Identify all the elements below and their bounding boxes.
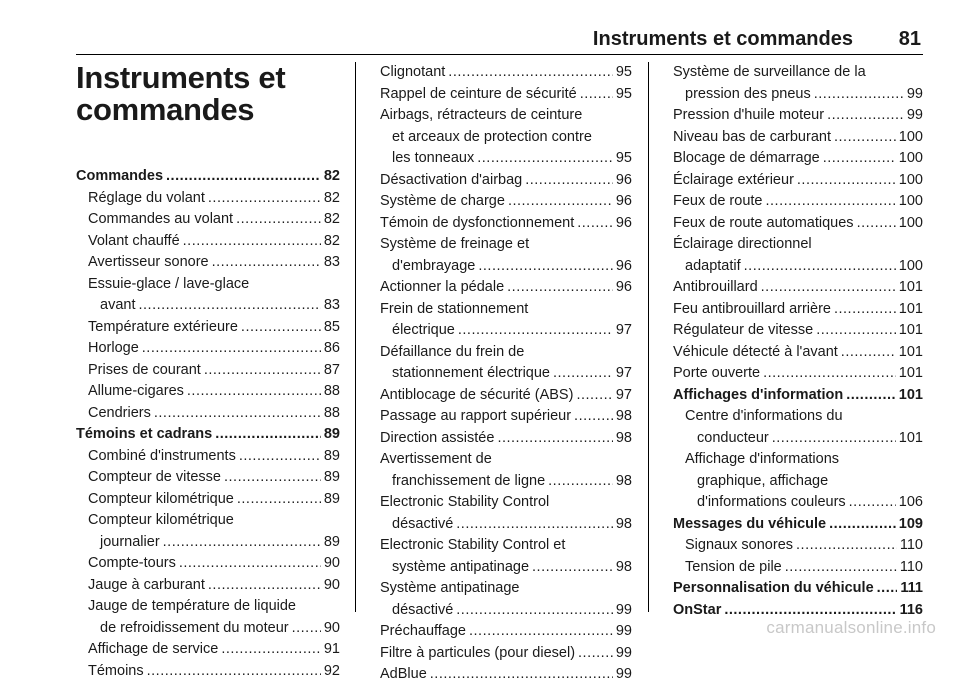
toc-entry-link[interactable] (380, 664, 632, 686)
toc-entry-label: Direction assistée (380, 429, 495, 446)
toc-page-number: 82 (323, 232, 340, 249)
toc-entry-link[interactable] (673, 127, 923, 149)
dot-leader (477, 148, 613, 170)
toc-entry-line: Airbags, rétracteurs de ceinture (380, 107, 583, 123)
dot-leader (239, 446, 321, 468)
toc-entry-link[interactable] (380, 363, 632, 385)
dot-leader (179, 553, 321, 575)
toc-entry-link[interactable] (76, 188, 340, 210)
toc-entry-link[interactable] (380, 621, 632, 643)
toc-page-number: 96 (615, 214, 632, 231)
toc-page-number: 96 (615, 257, 632, 274)
toc-entry-link[interactable] (76, 639, 340, 661)
dot-leader (834, 127, 896, 149)
toc-page-number: 87 (323, 361, 340, 378)
dot-leader (147, 661, 321, 683)
toc-entry-label: Signaux sonores (685, 537, 794, 553)
toc-entry-label: Blocage de démarrage (673, 150, 820, 166)
toc-entry-link[interactable] (76, 489, 340, 511)
toc-page-number: 90 (323, 555, 340, 571)
toc-page-number: 88 (323, 383, 340, 399)
toc-entry-link[interactable] (76, 209, 340, 231)
toc-page-number: 106 (898, 494, 923, 510)
toc-entry-link[interactable] (380, 600, 632, 622)
toc-page-number: 89 (323, 447, 340, 464)
toc-entry-link[interactable] (673, 256, 923, 278)
toc-entry-link[interactable] (76, 295, 340, 317)
toc-entry-link[interactable] (380, 320, 632, 342)
toc-entry-line: Compteur kilométrique (88, 512, 234, 528)
toc-entry-line: Essuie-glace / lave-glace (88, 275, 250, 292)
toc-section-link[interactable] (673, 578, 923, 600)
toc-entry-label: avant (100, 297, 136, 313)
dot-leader (532, 557, 613, 579)
dot-leader (497, 428, 612, 450)
toc-entry-link[interactable] (673, 148, 923, 170)
toc-entry-link[interactable] (380, 277, 632, 299)
dot-leader (761, 277, 896, 299)
dot-leader (577, 213, 613, 235)
toc-page-number: 98 (615, 408, 632, 424)
column-divider (355, 62, 356, 612)
toc-entry-label: d'informations couleurs (697, 494, 846, 510)
toc-entry-link[interactable] (673, 191, 923, 213)
toc-page-number: 98 (615, 429, 632, 446)
toc-entry-label: Affichage de service (88, 641, 219, 657)
dot-leader (849, 492, 896, 514)
toc-entry-link[interactable] (380, 148, 632, 170)
toc-entry-link[interactable] (76, 446, 340, 468)
toc-entry-link[interactable] (76, 231, 340, 253)
toc-page-number: 95 (615, 85, 632, 102)
toc-entry-link[interactable] (380, 62, 632, 84)
toc-entry-label: désactivé (392, 515, 454, 532)
toc-entry-label: Personnalisation du véhicule (673, 580, 874, 596)
toc-entry-link[interactable] (380, 643, 632, 665)
toc-entry-label: Tension de pile (685, 558, 782, 575)
toc-entry-label: Avertisseur sonore (88, 254, 209, 270)
toc-entry-link[interactable] (673, 84, 923, 106)
dot-leader (578, 643, 613, 665)
toc-entry-link[interactable] (673, 492, 923, 514)
toc-entry-label: Température extérieure (88, 318, 238, 335)
dot-leader (525, 170, 613, 192)
toc-entry-label: Véhicule détecté à l'avant (673, 343, 838, 360)
dot-leader (166, 166, 321, 188)
toc-entry-line: Frein de stationnement (380, 300, 529, 317)
dot-leader (814, 84, 904, 106)
toc-entry-link[interactable] (76, 360, 340, 382)
dot-leader (448, 62, 613, 84)
toc-page-number: 97 (615, 365, 632, 381)
toc-page-number: 99 (615, 644, 632, 661)
toc-entry-label: Commandes (76, 168, 164, 184)
toc-entry-link[interactable] (380, 514, 632, 536)
toc-entry-label: Messages du véhicule (673, 515, 827, 532)
toc-entry-label: Horloge (88, 340, 139, 356)
toc-entry-label: pression des pneus (685, 85, 811, 102)
toc-entry-link[interactable] (76, 575, 340, 597)
dot-leader (236, 209, 321, 231)
toc-entry-label: adaptatif (685, 257, 741, 274)
toc-entry-line: Système de surveillance de la (673, 64, 866, 80)
toc-page-number: 82 (323, 168, 340, 184)
toc-entry-label: Combiné d'instruments (88, 447, 236, 464)
toc-entry-link[interactable] (76, 553, 340, 575)
toc-entry-label: Passage au rapport supérieur (380, 408, 572, 424)
toc-entry-label: Régulateur de vitesse (673, 322, 814, 338)
toc-column-2 (380, 62, 632, 686)
toc-entry-link[interactable] (76, 661, 340, 683)
dot-leader (458, 320, 613, 342)
dot-leader (142, 338, 321, 360)
toc-page-number: 98 (615, 472, 632, 489)
toc-page-number: 116 (899, 601, 923, 618)
toc-section-link[interactable] (673, 385, 923, 407)
toc-entry-link[interactable] (380, 385, 632, 407)
toc-entry-label: Préchauffage (380, 623, 466, 639)
dot-leader (823, 148, 896, 170)
dot-leader (548, 471, 613, 493)
dot-leader (208, 188, 321, 210)
toc-entry-link[interactable] (380, 256, 632, 278)
toc-entry-link[interactable] (76, 532, 340, 554)
toc-entry-link[interactable] (380, 213, 632, 235)
toc-entry-label: d'embrayage (392, 257, 476, 274)
toc-entry-label: Feu antibrouillard arrière (673, 300, 831, 317)
chapter-title-line: commandes (76, 92, 255, 127)
toc-entry-label: Actionner la pédale (380, 279, 505, 295)
dot-leader (507, 277, 613, 299)
toc-entry-link[interactable] (380, 471, 632, 493)
toc-entry-link[interactable] (673, 170, 923, 192)
toc-page-number: 85 (323, 318, 340, 335)
toc-page-number: 100 (898, 257, 923, 274)
toc-page-number: 88 (323, 404, 340, 421)
toc-page-number: 90 (323, 619, 340, 636)
dot-leader (829, 514, 896, 536)
toc-entry-label: Affichages d'information (673, 386, 844, 403)
toc-entry-label: Filtre à particules (pour diesel) (380, 644, 576, 661)
toc-entry-link[interactable] (76, 403, 340, 425)
toc-entry-line: Affichage d'informations (685, 451, 840, 467)
dot-leader (183, 231, 321, 253)
toc-list (380, 62, 632, 686)
toc-page-number: 98 (615, 558, 632, 575)
dot-leader (241, 317, 321, 339)
toc-entry-link[interactable] (380, 428, 632, 450)
dot-leader (478, 256, 612, 278)
toc-page-number: 99 (615, 601, 632, 618)
page-number: 81 (898, 28, 921, 50)
toc-entry-label: Clignotant (380, 64, 446, 80)
toc-page-number: 110 (899, 537, 923, 553)
dot-leader (827, 105, 904, 127)
toc-entry-link[interactable] (673, 342, 923, 364)
dot-leader (456, 600, 613, 622)
chapter-title (76, 62, 340, 126)
toc-entry-line: Electronic Stability Control (380, 494, 550, 510)
dot-leader (796, 535, 897, 557)
dot-leader (292, 618, 321, 640)
toc-entry-label: désactivé (392, 601, 454, 618)
toc-page-number: 91 (323, 641, 340, 657)
dot-leader (765, 191, 895, 213)
toc-entry-label: Jauge à carburant (88, 576, 205, 593)
toc-list (76, 166, 340, 682)
toc-entry-link[interactable] (380, 406, 632, 428)
toc-page-number: 89 (323, 533, 340, 550)
toc-entry-label: Cendriers (88, 404, 151, 421)
toc-page-number: 82 (323, 189, 340, 206)
toc-entry-link[interactable] (76, 338, 340, 360)
toc-entry-label: Système de charge (380, 193, 505, 209)
toc-entry-line: graphique, affichage (697, 472, 829, 489)
toc-entry-label: Pression d'huile moteur (673, 107, 825, 123)
toc-page-number: 101 (898, 322, 923, 338)
toc-section-link[interactable] (76, 166, 340, 188)
dot-leader (430, 664, 613, 686)
toc-entry-line: et arceaux de protection contre (392, 128, 592, 145)
toc-entry-label: conducteur (697, 429, 769, 446)
toc-entry-label: Désactivation d'airbag (380, 171, 523, 188)
toc-page-number: 86 (323, 340, 340, 356)
toc-page-number: 95 (615, 150, 632, 166)
toc-entry-link[interactable] (673, 213, 923, 235)
toc-entry-label: Niveau bas de carburant (673, 128, 831, 145)
toc-page-number: 89 (323, 469, 340, 485)
toc-entry-label: de refroidissement du moteur (100, 619, 289, 636)
toc-page-number: 82 (323, 211, 340, 227)
toc-page-number: 100 (898, 214, 923, 231)
dot-leader (857, 213, 896, 235)
toc-page-number: 90 (323, 576, 340, 593)
toc-entry-link[interactable] (76, 467, 340, 489)
dot-leader (797, 170, 896, 192)
toc-entry-label: Témoin de dysfonctionnement (380, 214, 575, 231)
chapter-title-line: Instruments et (76, 60, 286, 95)
dot-leader (208, 575, 321, 597)
dot-leader (877, 578, 898, 600)
page-header (76, 22, 923, 55)
toc-entry-label: Compteur kilométrique (88, 490, 234, 507)
toc-entry-label: OnStar (673, 601, 722, 618)
dot-leader (846, 385, 896, 407)
toc-entry-link[interactable] (673, 277, 923, 299)
toc-entry-link[interactable] (673, 557, 923, 579)
toc-entry-label: Feux de route automatiques (673, 214, 854, 231)
toc-entry-label: Feux de route (673, 193, 763, 209)
dot-leader (212, 252, 321, 274)
toc-page-number: 101 (898, 365, 923, 381)
dot-leader (574, 406, 613, 428)
dot-leader (221, 639, 321, 661)
toc-entry-label: stationnement électrique (392, 365, 550, 381)
toc-page-number: 89 (323, 490, 340, 507)
running-title: Instruments et commandes (592, 28, 853, 50)
toc-entry-label: Compte-tours (88, 555, 176, 571)
toc-entry-link[interactable] (76, 252, 340, 274)
dot-leader (215, 424, 321, 446)
toc-entry-link[interactable] (673, 535, 923, 557)
toc-entry-label: journalier (100, 533, 160, 550)
toc-entry-line: Éclairage directionnel (673, 236, 812, 252)
toc-page-number: 99 (615, 666, 632, 682)
dot-leader (187, 381, 321, 403)
toc-entry-link[interactable] (380, 170, 632, 192)
toc-page-number: 99 (615, 623, 632, 639)
dot-leader (204, 360, 321, 382)
watermark: carmanualsonline.info (766, 618, 936, 637)
toc-entry-label: AdBlue (380, 666, 427, 682)
toc-entry-label: Réglage du volant (88, 189, 205, 206)
toc-page-number: 101 (898, 386, 923, 403)
toc-page-number: 100 (898, 150, 923, 166)
toc-page-number: 101 (898, 300, 923, 317)
dot-leader (576, 385, 612, 407)
toc-page-number: 83 (323, 297, 340, 313)
toc-entry-link[interactable] (673, 105, 923, 127)
dot-leader (763, 363, 896, 385)
toc-entry-link[interactable] (380, 84, 632, 106)
toc-page-number: 100 (898, 193, 923, 209)
toc-page-number: 100 (898, 128, 923, 145)
toc-entry-label: Rappel de ceinture de sécurité (380, 85, 577, 102)
dot-leader (456, 514, 613, 536)
toc-list (673, 62, 923, 621)
toc-page-number: 89 (323, 426, 340, 442)
toc-entry-label: système antipatinage (392, 558, 530, 575)
toc-entry-line: Jauge de température de liquide (88, 598, 296, 614)
toc-entry-label: Témoins (88, 662, 144, 679)
dot-leader (469, 621, 613, 643)
toc-section-link[interactable] (76, 424, 340, 446)
dot-leader (772, 428, 896, 450)
toc-column-3 (673, 62, 923, 621)
toc-entry-label: Témoins et cadrans (76, 426, 213, 442)
toc-entry-label: Allume-cigares (88, 383, 184, 399)
toc-entry-label: Prises de courant (88, 361, 201, 378)
toc-column-1 (76, 62, 340, 682)
toc-page-number: 101 (898, 279, 923, 295)
dot-leader (553, 363, 613, 385)
dot-leader (744, 256, 896, 278)
toc-page-number: 98 (615, 515, 632, 532)
toc-entry-label: franchissement de ligne (392, 472, 546, 489)
toc-entry-link[interactable] (673, 320, 923, 342)
dot-leader (841, 342, 896, 364)
dot-leader (816, 320, 896, 342)
dot-leader (163, 532, 321, 554)
toc-page-number: 96 (615, 279, 632, 295)
toc-entry-link[interactable] (76, 618, 340, 640)
dot-leader (834, 299, 896, 321)
toc-page-number: 92 (323, 662, 340, 679)
toc-page-number: 97 (615, 322, 632, 338)
toc-section-link[interactable] (673, 514, 923, 536)
toc-page-number: 100 (898, 171, 923, 188)
toc-entry-link[interactable] (380, 557, 632, 579)
toc-entry-line: Défaillance du frein de (380, 343, 525, 360)
toc-entry-link[interactable] (380, 191, 632, 213)
toc-entry-label: Commandes au volant (88, 211, 234, 227)
dot-leader (508, 191, 613, 213)
toc-page-number: 110 (899, 558, 923, 575)
toc-page-number: 109 (898, 515, 923, 532)
toc-entry-line: Avertissement de (380, 451, 492, 467)
toc-page-number: 83 (323, 254, 340, 270)
toc-page-number: 101 (898, 343, 923, 360)
toc-entry-label: Antibrouillard (673, 279, 758, 295)
toc-page-number: 99 (906, 85, 923, 102)
toc-page-number: 97 (615, 386, 632, 403)
toc-entry-link[interactable] (673, 363, 923, 385)
toc-page-number: 96 (615, 171, 632, 188)
toc-page-number: 101 (898, 429, 923, 446)
toc-entry-label: les tonneaux (392, 150, 475, 166)
dot-leader (580, 84, 613, 106)
dot-leader (154, 403, 321, 425)
toc-entry-label: Volant chauffé (88, 232, 180, 249)
toc-entry-link[interactable] (76, 381, 340, 403)
toc-entry-label: électrique (392, 322, 455, 338)
toc-entry-line: Système antipatinage (380, 580, 520, 596)
toc-entry-line: Système de freinage et (380, 236, 530, 252)
dot-leader (785, 557, 897, 579)
toc-entry-label: Compteur de vitesse (88, 469, 221, 485)
toc-entry-link[interactable] (673, 299, 923, 321)
toc-entry-label: Porte ouverte (673, 365, 761, 381)
toc-page-number: 95 (615, 64, 632, 80)
toc-entry-link[interactable] (76, 317, 340, 339)
toc-entry-label: Antiblocage de sécurité (ABS) (380, 386, 574, 403)
toc-entry-link[interactable] (673, 428, 923, 450)
toc-page-number: 111 (900, 580, 923, 596)
column-divider (648, 62, 649, 612)
dot-leader (237, 489, 321, 511)
dot-leader (224, 467, 321, 489)
toc-entry-line: Centre d'informations du (685, 408, 843, 424)
toc-entry-label: Éclairage extérieur (673, 171, 794, 188)
toc-page-number: 99 (906, 107, 923, 123)
toc-entry-line: Electronic Stability Control et (380, 537, 566, 553)
toc-page-number: 96 (615, 193, 632, 209)
dot-leader (138, 295, 320, 317)
